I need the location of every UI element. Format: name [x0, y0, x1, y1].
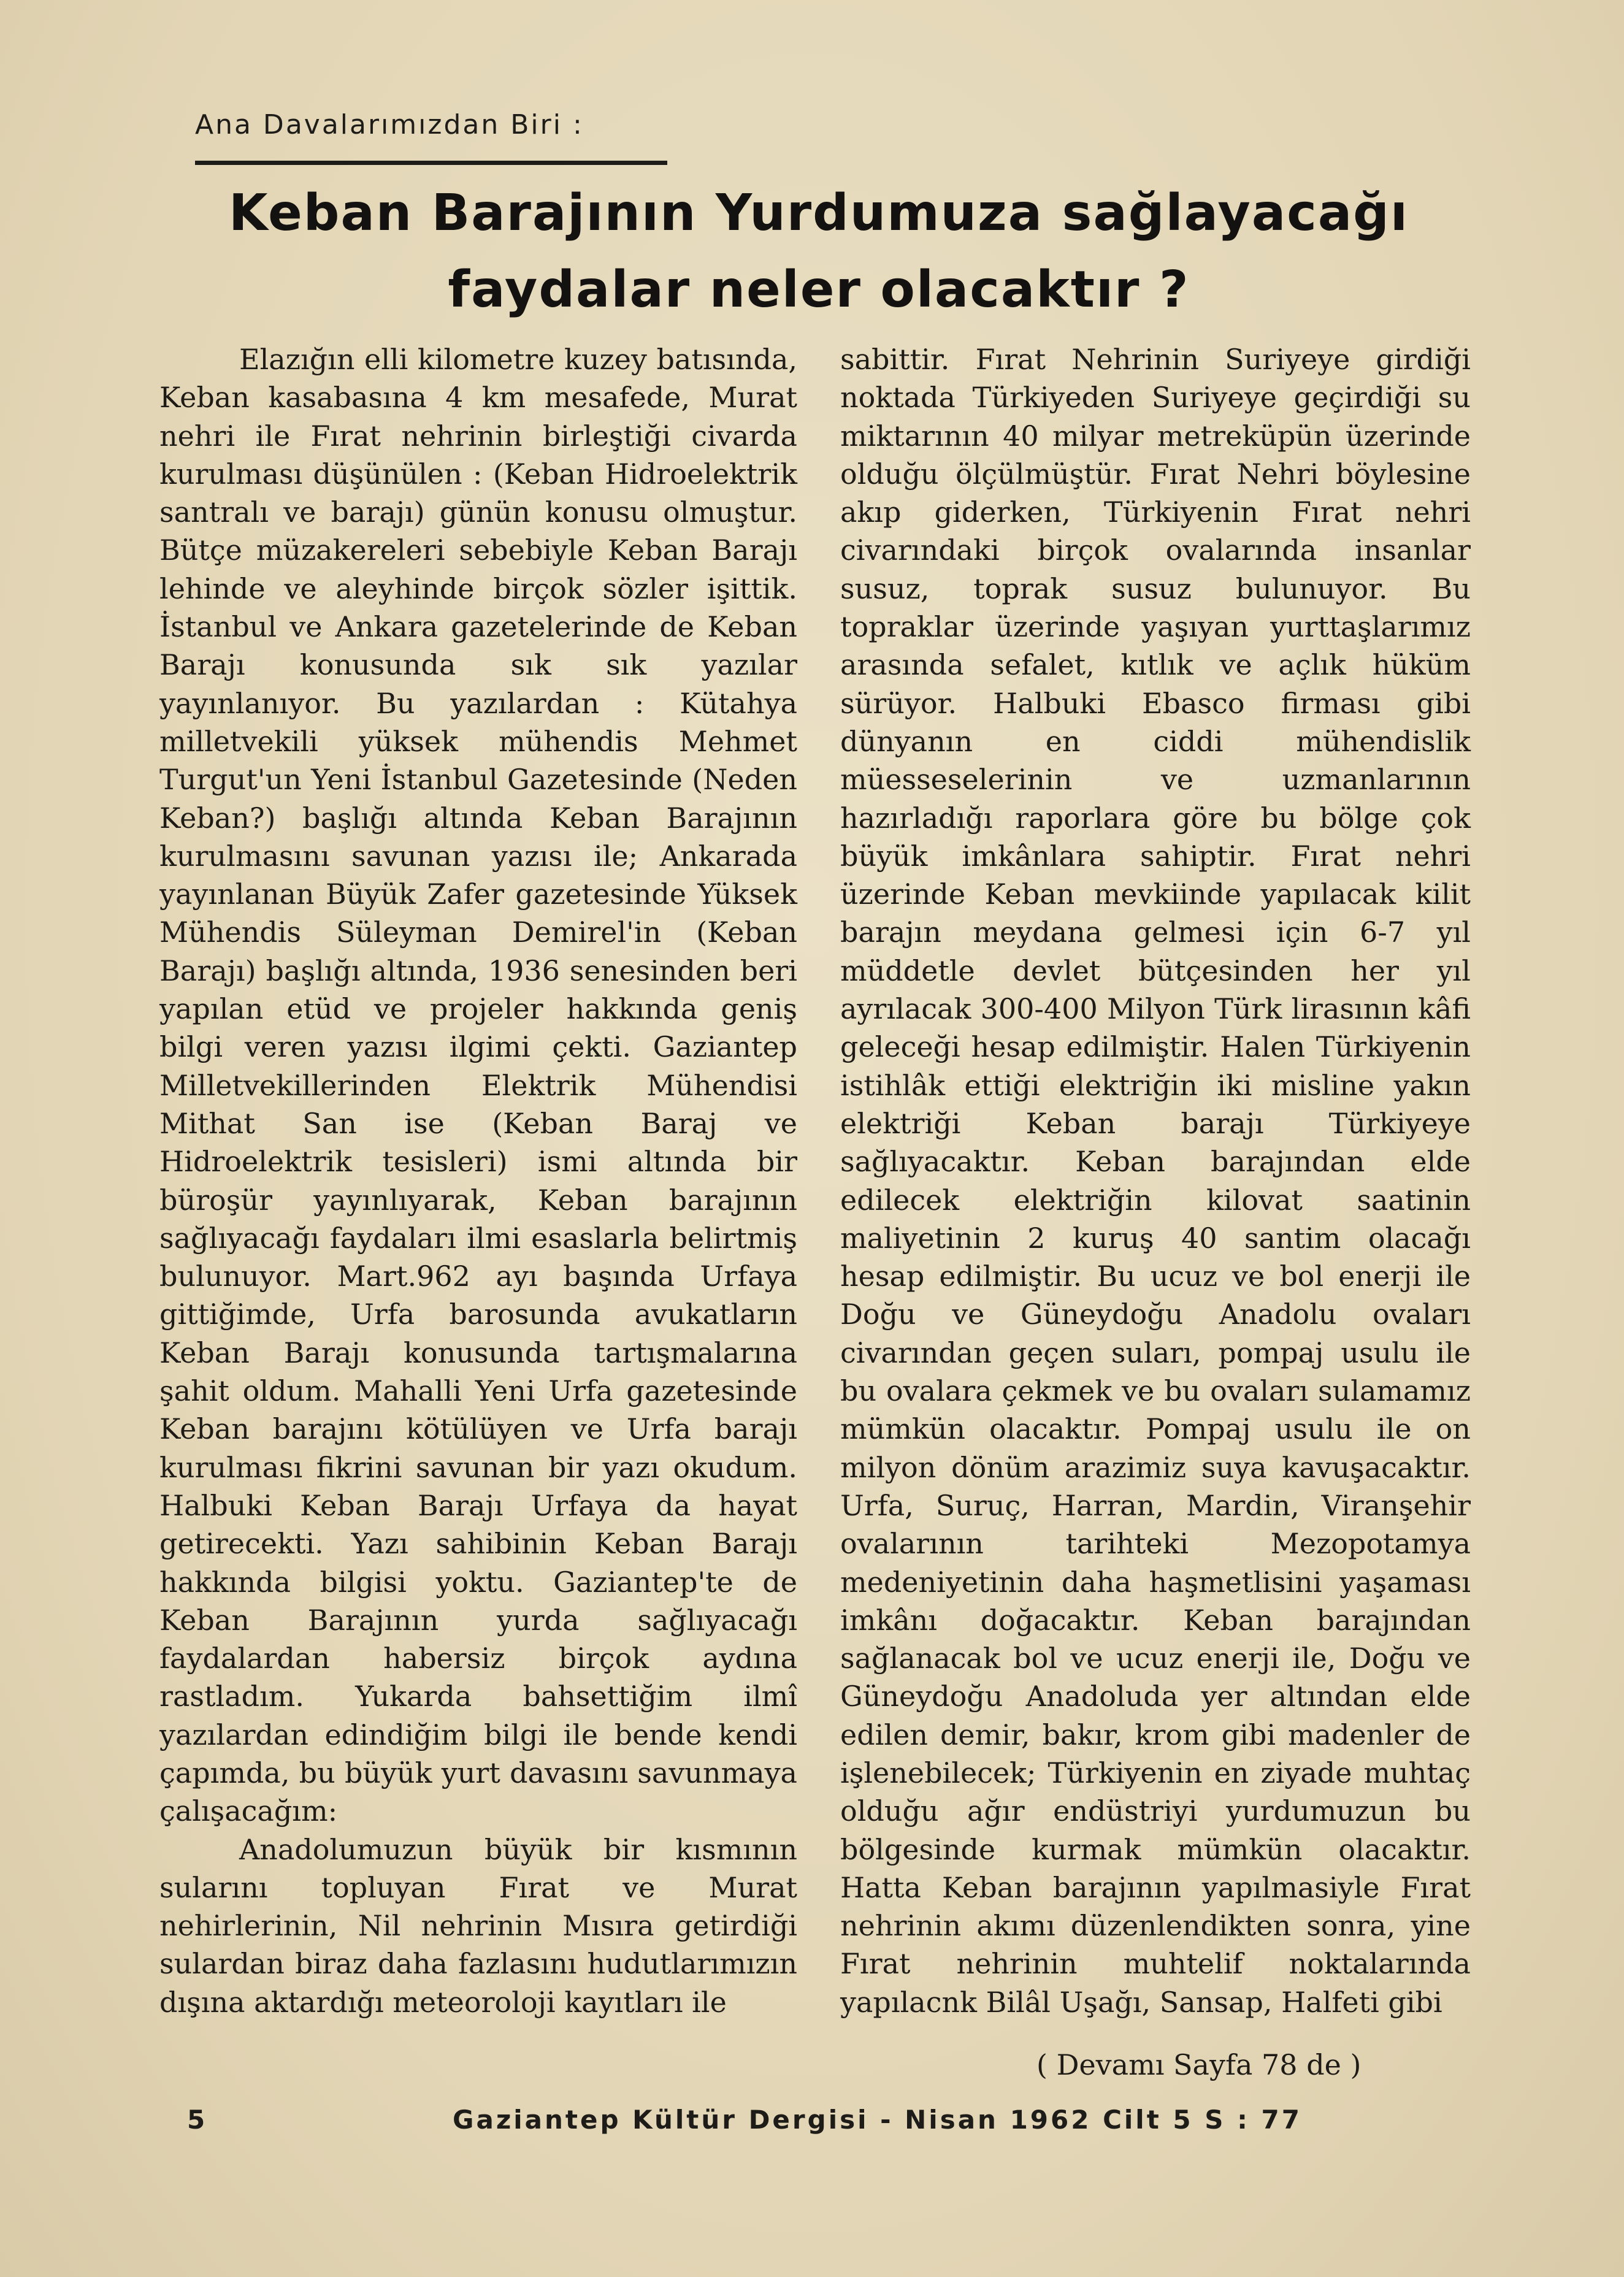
kicker-rule: [195, 161, 667, 165]
section-kicker: Ana Davalarımızdan Biri :: [195, 109, 584, 140]
page-number: 5: [187, 2105, 205, 2135]
continuation-note: ( Devamı Sayfa 78 de ): [1036, 2048, 1362, 2081]
article-title-line-1: Keban Barajının Yurdumuza sağlayacağı: [229, 184, 1409, 242]
article-title-line-2: faydalar neler olacaktır ?: [448, 261, 1190, 319]
right-column: [840, 340, 1471, 2021]
left-paragraph-2: Anadolumuzun büyük bir kısmının sularını topluyan Fırat ve Murat nehirlerinin, Nil nehrinin Mısıra getirdiği sulardan biraz daha fazlasını hudutlarımızın dışına aktardığı meteoroloji kayıtları ile: [159, 1832, 797, 2019]
left-paragraph-1: Elazığın elli kilometre kuzey batısında, Keban kasabasına 4 km mesafede, Murat nehri ile Fırat nehrinin birleştiği civarda kurulması düşünülen : (Keban Hidroelektrik santralı ve barajı) günün konusu olmuştur. Bütçe müzakereleri sebebiyle Keban Barajı lehinde ve aleyhinde birçok sözler işittik. İstanbul ve Ankara gazetelerinde de Keban Barajı konusunda sık sık yazılar yayınlanıyor. Bu yazılardan : Kütahya milletvekili yüksek mühendis Mehmet Turgut'un Yeni İstanbul Gazetesinde (Neden Keban?) başlığı altında Keban Barajının kurulmasını savunan yazısı ile; Ankarada yayınlanan Büyük Zafer gazetesinde Yüksek Mühendis Süleyman Demirel'in (Keban Barajı) başlığı altında, 1936 senesinden beri yapılan etüd ve projeler hakkında geniş bilgi veren yazısı ilgimi çekti. Gaziantep Milletvekillerinden Elektrik Mühendisi Mithat San ise (Keban Baraj ve Hidroelektrik tesisleri) ismi altında bir büroşür yayınlıyarak, Keban barajının sağlıyacağı faydaları ilmi esaslarla belirtmiş bulunuyor. Mart.962 ayı başında Urfaya gittiğimde, Urfa barosunda avukatların Keban Barajı konusunda tartışmalarına şahit oldum. Mahalli Yeni Urfa gazetesinde Keban barajını kötülüyen ve Urfa barajı kurulması fikrini savunan bir yazı okudum. Halbuki Keban Barajı Urfaya da hayat getirecekti. Yazı sahibinin Keban Barajı hakkında bilgisi yoktu. Gaziantep'te de Keban Barajının yurda sağlıyacağı faydalardan habersiz birçok aydına rastladım. Yukarda bahsettiğim ilmî yazılardan edindiğim bilgi ile bende kendi çapımda, bu büyük yurt davasını savunmaya çalışacağım:: [159, 343, 797, 1828]
magazine-footer: Gaziantep Kültür Dergisi - Nisan 1962 Cilt 5 S : 77: [453, 2105, 1302, 2135]
right-paragraph-1: sabittir. Fırat Nehrinin Suriyeye girdiği noktada Türkiyeden Suriyeye geçirdiği su miktarının 40 milyar metreküpün üzerinde olduğu ölçülmüştür. Fırat Nehri böylesine akıp giderken, Türkiyenin Fırat nehri civarındaki birçok ovalarında insanlar susuz, toprak susuz bulunuyor. Bu topraklar üzerinde yaşıyan yurttaşlarımız arasında sefalet, kıtlık ve açlık hüküm sürüyor. Halbuki Ebasco firması gibi dünyanın en ciddi mühendislik müesseselerinin ve uzmanlarının hazırladığı raporlara göre bu bölge çok büyük imkânlara sahiptir. Fırat nehri üzerinde Keban mevkiinde yapılacak kilit barajın meydana gelmesi için 6-7 yıl müddetle devlet bütçesinden her yıl ayrılacak 300-400 Milyon Türk lirasının kâfi geleceği hesap edilmiştir. Halen Türkiyenin istihlâk ettiği elektriğin iki misline yakın elektriği Keban barajı Türkiyeye sağlıyacaktır. Keban barajından elde edilecek elektriğin kilovat saatinin maliyetinin 2 kuruş 40 santim olacağı hesap edilmiştir. Bu ucuz ve bol enerji ile Doğu ve Güneydoğu Anadolu ovaları civarından geçen suları, pompaj usulu ile bu ovalara çekmek ve bu ovaları sulamamız mümkün olacaktır. Pompaj usulu ile on milyon dönüm arazimiz suya kavuşacaktır. Urfa, Suruç, Harran, Mardin, Viranşehir ovalarının tarihteki Mezopotamya medeniyetinin daha haşmetlisini yaşaması imkânı doğacaktır. Keban barajından sağlanacak bol ve ucuz enerji ile, Doğu ve Güneydoğu Anadoluda yer altından elde edilen demir, bakır, krom gibi madenler de işlenebilecek; Türkiyenin en ziyade muhtaç olduğu ağır endüstriyi yurdumuzun bu bölgesinde kurmak mümkün olacaktır. Hatta Keban barajının yapılmasiyle Fırat nehrinin akımı düzenlendikten sonra, yine Fırat nehrinin muhtelif noktalarında yapılacnk Bilâl Uşağı, Sansap, Halfeti gibi: [840, 343, 1471, 2019]
left-column: [159, 340, 797, 2021]
